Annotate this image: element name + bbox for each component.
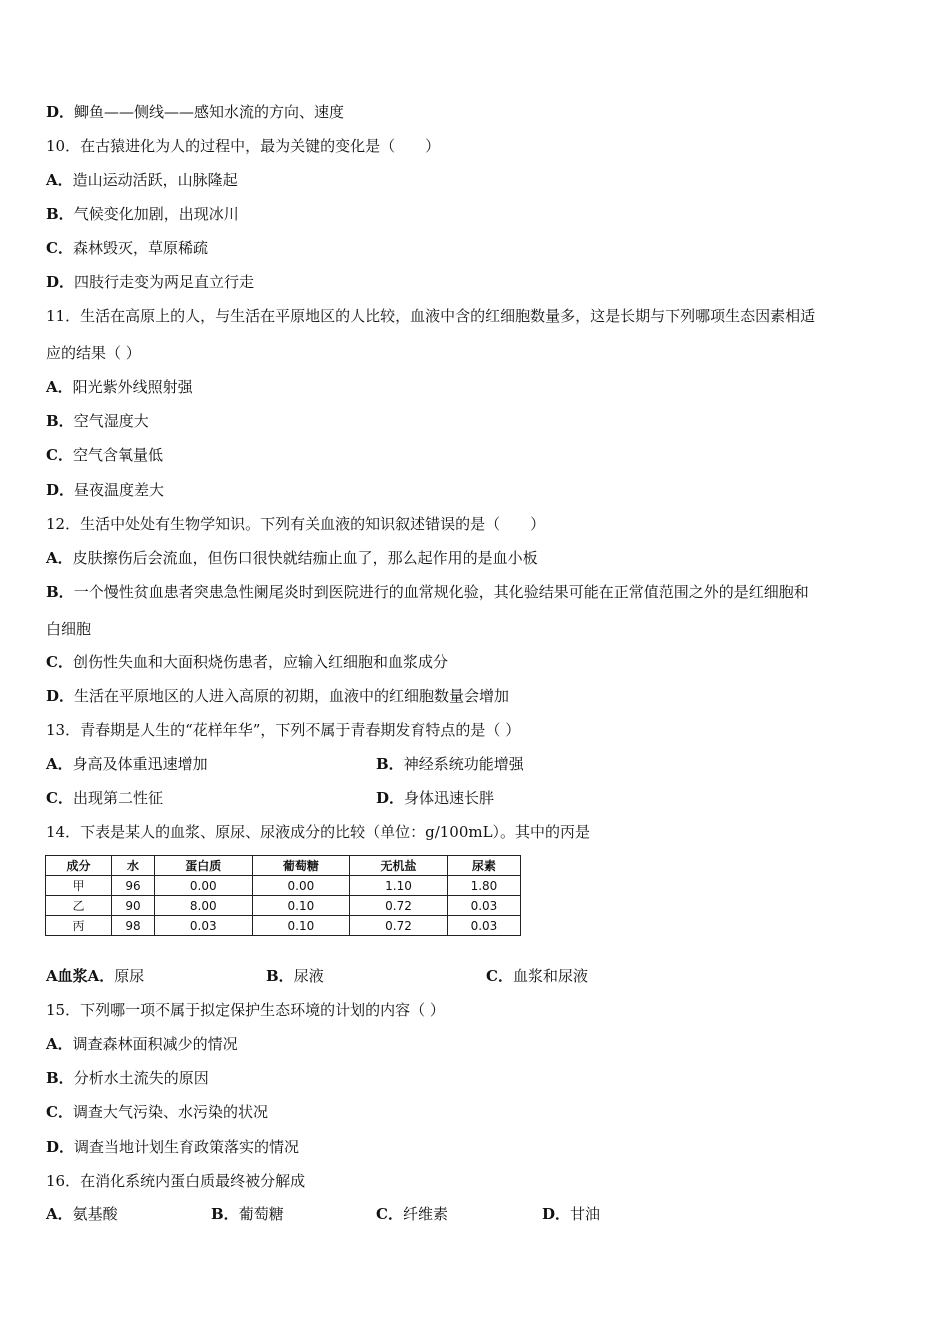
- option-label: D．: [46, 103, 75, 121]
- q12-option-b: [46, 582, 809, 602]
- table-header: 葡萄糖: [252, 856, 350, 876]
- option-label: C．: [486, 967, 513, 985]
- q14-option-a: [46, 966, 144, 986]
- q12-option-c: [46, 652, 448, 672]
- q15-option-c: [46, 1102, 268, 1122]
- option-text: 葡萄糖: [238, 1205, 284, 1223]
- option-text: 氨基酸: [72, 1205, 118, 1223]
- option-text: 造山运动活跃，山脉隆起: [72, 171, 238, 189]
- option-text: 昼夜温度差大: [74, 481, 165, 499]
- option-label: D．: [376, 789, 405, 807]
- question-13: 13．青春期是人生的“花样年华”，下列不属于青春期发育特点的是（ ）: [46, 721, 521, 739]
- table-cell: 96: [111, 876, 154, 896]
- option-label: B．: [46, 412, 74, 430]
- option-label: C．: [46, 446, 73, 464]
- option-text: 一个慢性贫血患者突患急性阑尾炎时到医院进行的血常规化验，其化验结果可能在正常值范围之外的是红细胞和: [73, 583, 809, 601]
- option-label: B．: [211, 1205, 239, 1223]
- option-text: 神经系统功能增强: [403, 755, 524, 773]
- option-label: A．: [46, 171, 73, 189]
- table-cell: 丙: [46, 916, 112, 936]
- option-text: 甘油: [570, 1205, 601, 1223]
- option-label: A．: [46, 755, 73, 773]
- table-cell: 8.00: [154, 896, 252, 916]
- option-label: D．: [46, 273, 75, 291]
- option-label: A．: [46, 1035, 73, 1053]
- question-16: 16．在消化系统内蛋白质最终被分解成: [46, 1172, 306, 1190]
- option-text: 调查当地计划生育政策落实的情况: [74, 1138, 300, 1156]
- table-cell: 0.03: [154, 916, 252, 936]
- question-10: 10．在古猿进化为人的过程中，最为关键的变化是（ ）: [46, 137, 441, 155]
- q14-option-c: [486, 966, 588, 986]
- q10-option-a: [46, 170, 238, 190]
- table-cell: 乙: [46, 896, 112, 916]
- option-label: C．: [46, 789, 73, 807]
- option-text: 血浆和尿液: [512, 967, 588, 985]
- option-label: C．: [46, 239, 73, 257]
- option-label: A．: [46, 378, 73, 396]
- option-text: 分析水土流失的原因: [73, 1069, 209, 1087]
- option-label: B．: [46, 1069, 74, 1087]
- q13-option-c: [46, 788, 163, 808]
- option-label: C．: [376, 1205, 403, 1223]
- option-label: D．: [46, 481, 75, 499]
- option-text: 血浆: [57, 967, 88, 985]
- q15-option-a: [46, 1034, 238, 1054]
- table-cell: 0.10: [252, 896, 350, 916]
- q16-option-a: [46, 1204, 118, 1224]
- table-cell: 甲: [46, 876, 112, 896]
- option-label: B．: [46, 583, 74, 601]
- option-text: 调查大气污染、水污染的状况: [72, 1103, 268, 1121]
- option-label: B．: [266, 967, 294, 985]
- table-header: 蛋白质: [154, 856, 252, 876]
- option-text: 创伤性失血和大面积烧伤患者，应输入红细胞和血浆成分: [72, 653, 448, 671]
- table-cell: 0.72: [350, 916, 448, 936]
- option-label: C．: [46, 653, 73, 671]
- question-14: 14．下表是某人的血浆、原尿、尿液成分的比较（单位：g/100mL）。其中的丙是: [46, 823, 591, 841]
- q11-option-d: [46, 480, 164, 500]
- option-text: 出现第二性征: [72, 789, 163, 807]
- option-text: 阳光紫外线照射强: [72, 378, 193, 396]
- table-cell: 0.00: [252, 876, 350, 896]
- q16-option-b: [211, 1204, 284, 1224]
- question-11-cont: 应的结果（ ）: [46, 344, 141, 362]
- q15-option-d: [46, 1137, 299, 1157]
- q9-option-d: [46, 102, 344, 122]
- table-cell: 0.00: [154, 876, 252, 896]
- option-text: 鲫鱼——侧线——感知水流的方向、速度: [74, 103, 345, 121]
- option-text: 调查森林面积减少的情况: [72, 1035, 238, 1053]
- table-cell: 1.10: [350, 876, 448, 896]
- option-text: 尿液: [293, 967, 324, 985]
- table-header: 尿素: [447, 856, 520, 876]
- option-text: 生活在平原地区的人进入高原的初期，血液中的红细胞数量会增加: [74, 687, 510, 705]
- question-12: 12．生活中处处有生物学知识。下列有关血液的知识叙述错误的是（ ）: [46, 515, 546, 533]
- q16-option-c: [376, 1204, 448, 1224]
- table-cell: 0.03: [447, 896, 520, 916]
- option-label: A．: [87, 967, 115, 985]
- option-label: A．: [46, 549, 73, 567]
- table-cell: 98: [111, 916, 154, 936]
- q12-option-a: [46, 548, 538, 568]
- option-label: B．: [376, 755, 404, 773]
- q11-option-a: [46, 377, 193, 397]
- option-label: D．: [46, 1138, 75, 1156]
- option-label: A．: [46, 1205, 73, 1223]
- option-text: 纤维素: [402, 1205, 448, 1223]
- table-cell: 90: [111, 896, 154, 916]
- q12-option-d: [46, 686, 509, 706]
- table-cell: 0.72: [350, 896, 448, 916]
- option-label: D．: [542, 1205, 571, 1223]
- q16-option-d: [542, 1204, 600, 1224]
- table-row: [46, 896, 521, 916]
- q12-option-b-cont: 白细胞: [46, 620, 92, 638]
- option-text: 身体迅速长胖: [404, 789, 495, 807]
- table-header: 成分: [46, 856, 112, 876]
- q13-option-b: [376, 754, 524, 774]
- q11-option-c: [46, 445, 163, 465]
- table-header: 水: [111, 856, 154, 876]
- option-text: 气候变化加剧，出现冰川: [73, 205, 239, 223]
- q11-option-b: [46, 411, 149, 431]
- composition-table: [45, 855, 521, 936]
- table-header: 无机盐: [350, 856, 448, 876]
- option-label: D．: [46, 687, 75, 705]
- table-row: [46, 876, 521, 896]
- option-text: 森林毁灭，草原稀疏: [72, 239, 208, 257]
- option-text: 空气含氧量低: [72, 446, 163, 464]
- table-cell: 1.80: [447, 876, 520, 896]
- option-text: 原尿: [114, 967, 145, 985]
- q14-option-b: [266, 966, 324, 986]
- table-cell: 0.10: [252, 916, 350, 936]
- table-header-row: [46, 856, 521, 876]
- option-label: C．: [46, 1103, 73, 1121]
- table-row: [46, 916, 521, 936]
- q13-option-a: [46, 754, 208, 774]
- option-label: A: [46, 967, 58, 985]
- q10-option-c: [46, 238, 208, 258]
- option-text: 身高及体重迅速增加: [72, 755, 208, 773]
- q13-option-d: [376, 788, 494, 808]
- q10-option-b: [46, 204, 239, 224]
- q15-option-b: [46, 1068, 209, 1088]
- option-label: B．: [46, 205, 74, 223]
- q10-option-d: [46, 272, 254, 292]
- table-cell: 0.03: [447, 916, 520, 936]
- question-15: 15．下列哪一项不属于拟定保护生态环境的计划的内容（ ）: [46, 1001, 445, 1019]
- option-text: 空气湿度大: [73, 412, 149, 430]
- option-text: 四肢行走变为两足直立行走: [74, 273, 255, 291]
- option-text: 皮肤擦伤后会流血，但伤口很快就结痂止血了，那么起作用的是血小板: [72, 549, 538, 567]
- question-11: 11．生活在高原上的人，与生活在平原地区的人比较，血液中含的红细胞数量多，这是长期与下列哪项生态因素相适: [46, 307, 816, 325]
